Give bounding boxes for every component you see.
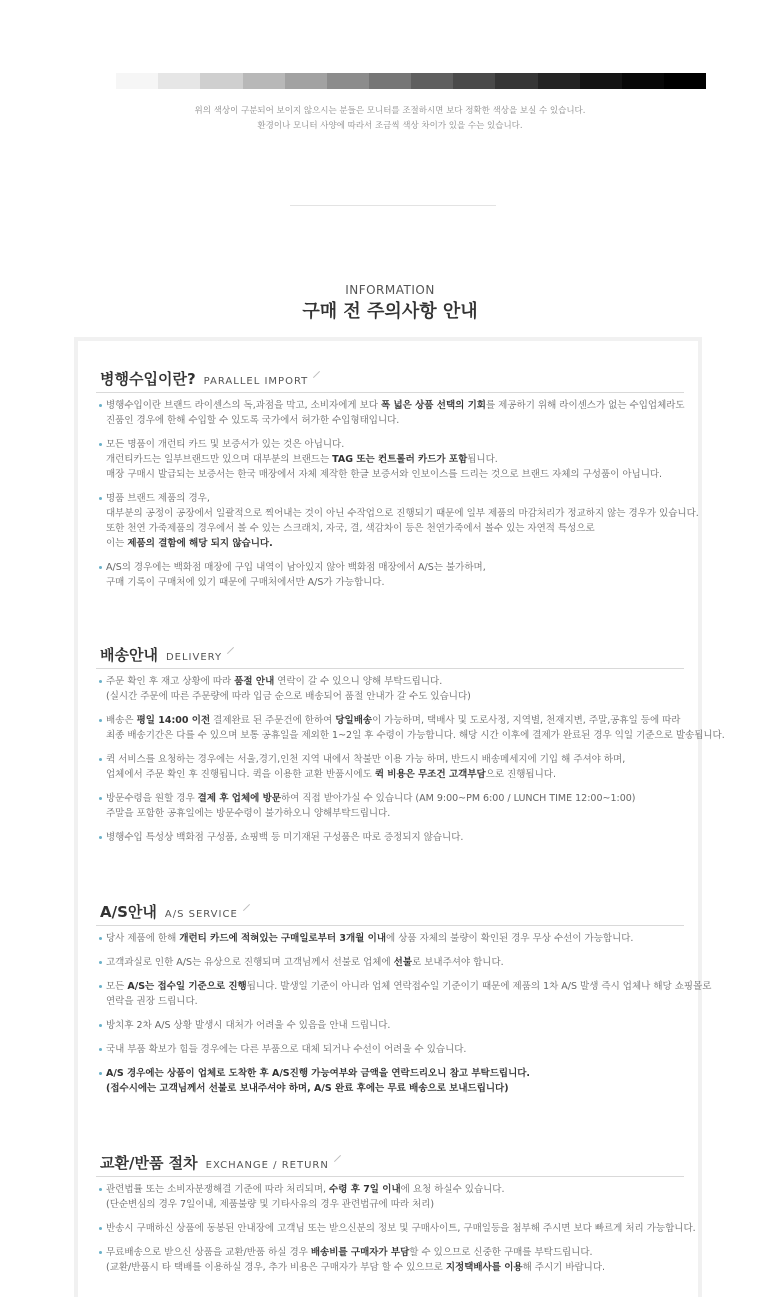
section-header — [96, 901, 684, 926]
section-parallel-import — [96, 368, 699, 588]
list-item: 무료배송으로 받으신 상품을 교환/반품 하실 경우 배송비를 구매자가 부담할 수 있으므로 신중한 구매를 부탁드립니다. (교환/반품시 타 택배를 이용하실 경우, 추가 비용은 구매자가 부담 할 수 있으므로 지정택배사를 이용해 주시기 바랍니다. — [96, 1245, 684, 1275]
color-calibration-bar — [74, 73, 706, 89]
list-item: 명품 브랜드 제품의 경우, 대부분의 공정이 공장에서 일괄적으로 찍어내는 것이 아닌 수작업으로 진행되기 때문에 일부 제품의 마감처리가 정교하지 않는 경우가 있습니다. 또한 천연 가죽제품의 경우에서 볼 수 있는 스크래치, 자국, 결, 색감차이 등은 천연가죽에서 볼수 있는 자연적 특성으로 이는 제품의 결함에 해당 되지 않습니다. — [96, 491, 684, 551]
list-item: 병행수입 특성상 백화점 구성품, 쇼핑백 등 미기재된 구성품은 따로 증정되지 않습니다. — [96, 830, 684, 845]
list-item: A/S 경우에는 상품이 업체로 도착한 후 A/S진행 가능여부와 금액을 연락드리오니 참고 부탁드립니다. (접수시에는 고객님께서 선불로 보내주셔야 하며, A/S 완료 후에는 무료 배송으로 보내드립니다) — [96, 1066, 684, 1096]
list-item: 반송시 구매하신 상품에 동봉된 안내장에 고객님 또는 받으신분의 정보 및 구매사이트, 구매일등을 첨부해 주시면 보다 빠르게 처리 가능합니다. — [96, 1221, 684, 1236]
color-swatch — [116, 73, 158, 89]
color-swatch — [158, 73, 200, 89]
color-swatch — [200, 73, 242, 89]
color-swatch — [664, 73, 706, 89]
slash-icon — [313, 371, 320, 378]
color-swatch — [74, 73, 116, 89]
slash-icon — [243, 904, 250, 911]
list-item: A/S의 경우에는 백화점 매장에 구입 내역이 남아있지 않아 백화점 매장에서 A/S는 불가하며, 구매 기록이 구매처에 있기 때문에 구매처에서만 A/S가 가능합니다. — [96, 560, 684, 590]
color-swatch — [411, 73, 453, 89]
list-item: 방치후 2차 A/S 상황 발생시 대처가 어려울 수 있음을 안내 드립니다. — [96, 1018, 684, 1033]
list-item: 관련법률 또는 소비자분쟁해결 기준에 따라 처리되며, 수령 후 7일 이내에 요청 하실수 있습니다. (단순변심의 경우 7일이내, 제품불량 및 기타사유의 경우 관련법규에 따라 처리) — [96, 1182, 684, 1212]
monitor-notice-line-1: 위의 색상이 구분되어 보이지 않으시는 분들은 모니터를 조절하시면 보다 정확한 색상을 보실 수 있습니다. — [194, 106, 586, 116]
list-item: 주문 확인 후 재고 상황에 따라 품절 안내 연락이 갈 수 있으니 양해 부탁드립니다. (실시간 주문에 따른 주문량에 따라 입금 순으로 배송되어 품절 안내가 갈 수도 있습니다) — [96, 674, 684, 704]
section-title: 배송안내 DELIVERY — [100, 644, 235, 665]
color-swatch — [369, 73, 411, 89]
section-delivery — [96, 644, 725, 843]
information-panel — [74, 337, 725, 1297]
slash-icon — [334, 1155, 341, 1162]
section-subtitle: EXCHANGE / RETURN — [205, 1160, 329, 1171]
section-as-service — [96, 901, 712, 1094]
color-swatch — [285, 73, 327, 89]
section-header — [96, 644, 684, 669]
color-swatch — [622, 73, 664, 89]
list-item: 퀵 서비스를 요청하는 경우에는 서울,경기,인천 지역 내에서 착불만 이용 가능 하며, 반드시 배송메세지에 기입 해 주셔야 하며, 업체에서 주문 확인 후 진행됩니다. 퀵을 이용한 교환 반품시에도 퀵 비용은 무조건 고객부담으로 진행됩니다. — [96, 752, 684, 782]
color-swatch — [495, 73, 537, 89]
list-item: 모든 명품이 개런티 카드 및 보증서가 있는 것은 아닙니다. 개런티카드는 일부브랜드만 있으며 대부분의 브랜드는 TAG 또는 컨트롤러 카드가 포함됩니다. 매장 구매시 발급되는 보증서는 한국 매장에서 자체 제작한 한글 보증서와 인보이스를 드리는 것으로 브랜드 자체의 구성품이 아닙니다. — [96, 437, 684, 482]
section-header — [96, 1152, 684, 1177]
section-subtitle: A/S SERVICE — [164, 909, 238, 920]
list-item: 방문수령을 원할 경우 결제 후 업체에 방문하여 직접 받아가실 수 있습니다 (AM 9:00~PM 6:00 / LUNCH TIME 12:00~1:00) 주말을 포함한 공휴일에는 방문수령이 불가하오니 양해부탁드립니다. — [96, 791, 684, 821]
list-item: 고객과실로 인한 A/S는 유상으로 진행되며 고객님께서 선불로 업체에 선불로 보내주셔야 합니다. — [96, 955, 684, 970]
color-swatch — [243, 73, 285, 89]
list-item: 국내 부품 확보가 힘들 경우에는 다른 부품으로 대체 되거나 수선이 어려울 수 있습니다. — [96, 1042, 684, 1057]
section-header — [96, 368, 684, 393]
monitor-notice-line-2: 환경이나 모니터 사양에 따라서 조금씩 색상 차이가 있을 수는 있습니다. — [257, 121, 523, 131]
page-title: 구매 전 주의사항 안내 — [302, 301, 478, 322]
list-item: 병행수입이란 브랜드 라이센스의 독,과점을 막고, 소비자에게 보다 폭 넓은 상품 선택의 기회를 제공하기 위해 라이센스가 없는 수입업체라도 진품인 경우에 한해 수입할 수 있도록 국가에서 허가한 수입형태입니다. — [96, 398, 684, 428]
section-subtitle: DELIVERY — [165, 652, 223, 663]
information-eyebrow: INFORMATION — [345, 283, 435, 297]
divider — [290, 205, 496, 206]
section-title: 교환/반품 절차 EXCHANGE / RETURN — [100, 1152, 342, 1173]
color-swatch — [327, 73, 369, 89]
section-exchange-return — [96, 1152, 696, 1273]
color-swatch — [538, 73, 580, 89]
section-subtitle: PARALLEL IMPORT — [203, 376, 309, 387]
section-title: 병행수입이란? PARALLEL IMPORT — [100, 368, 321, 389]
list-item: 모든 A/S는 접수일 기준으로 진행됩니다. 발생일 기준이 아니라 업체 연락접수일 기준이기 때문에 제품의 1차 A/S 발생 즉시 업체나 해당 쇼핑몰로 연락을 권장 드립니다. — [96, 979, 684, 1009]
section-title: A/S안내 A/S SERVICE — [100, 901, 251, 922]
color-swatch — [580, 73, 622, 89]
slash-icon — [227, 647, 234, 654]
color-swatch — [453, 73, 495, 89]
list-item: 배송은 평일 14:00 이전 결제완료 된 주문건에 한하여 당일배송이 가능하며, 택배사 및 도로사정, 지역별, 천재지변, 주말,공휴일 등에 따라 최종 배송기간은 다를 수 있으며 보통 공휴일을 제외한 1~2일 후 수령이 가능합니다. 해당 시간 이후에 결제가 완료된 경우 익일 기준으로 발송됩니다. — [96, 713, 684, 743]
list-item: 당사 제품에 한해 개런티 카드에 적혀있는 구매일로부터 3개월 이내에 상품 자체의 불량이 확인된 경우 무상 수선이 가능합니다. — [96, 931, 684, 946]
